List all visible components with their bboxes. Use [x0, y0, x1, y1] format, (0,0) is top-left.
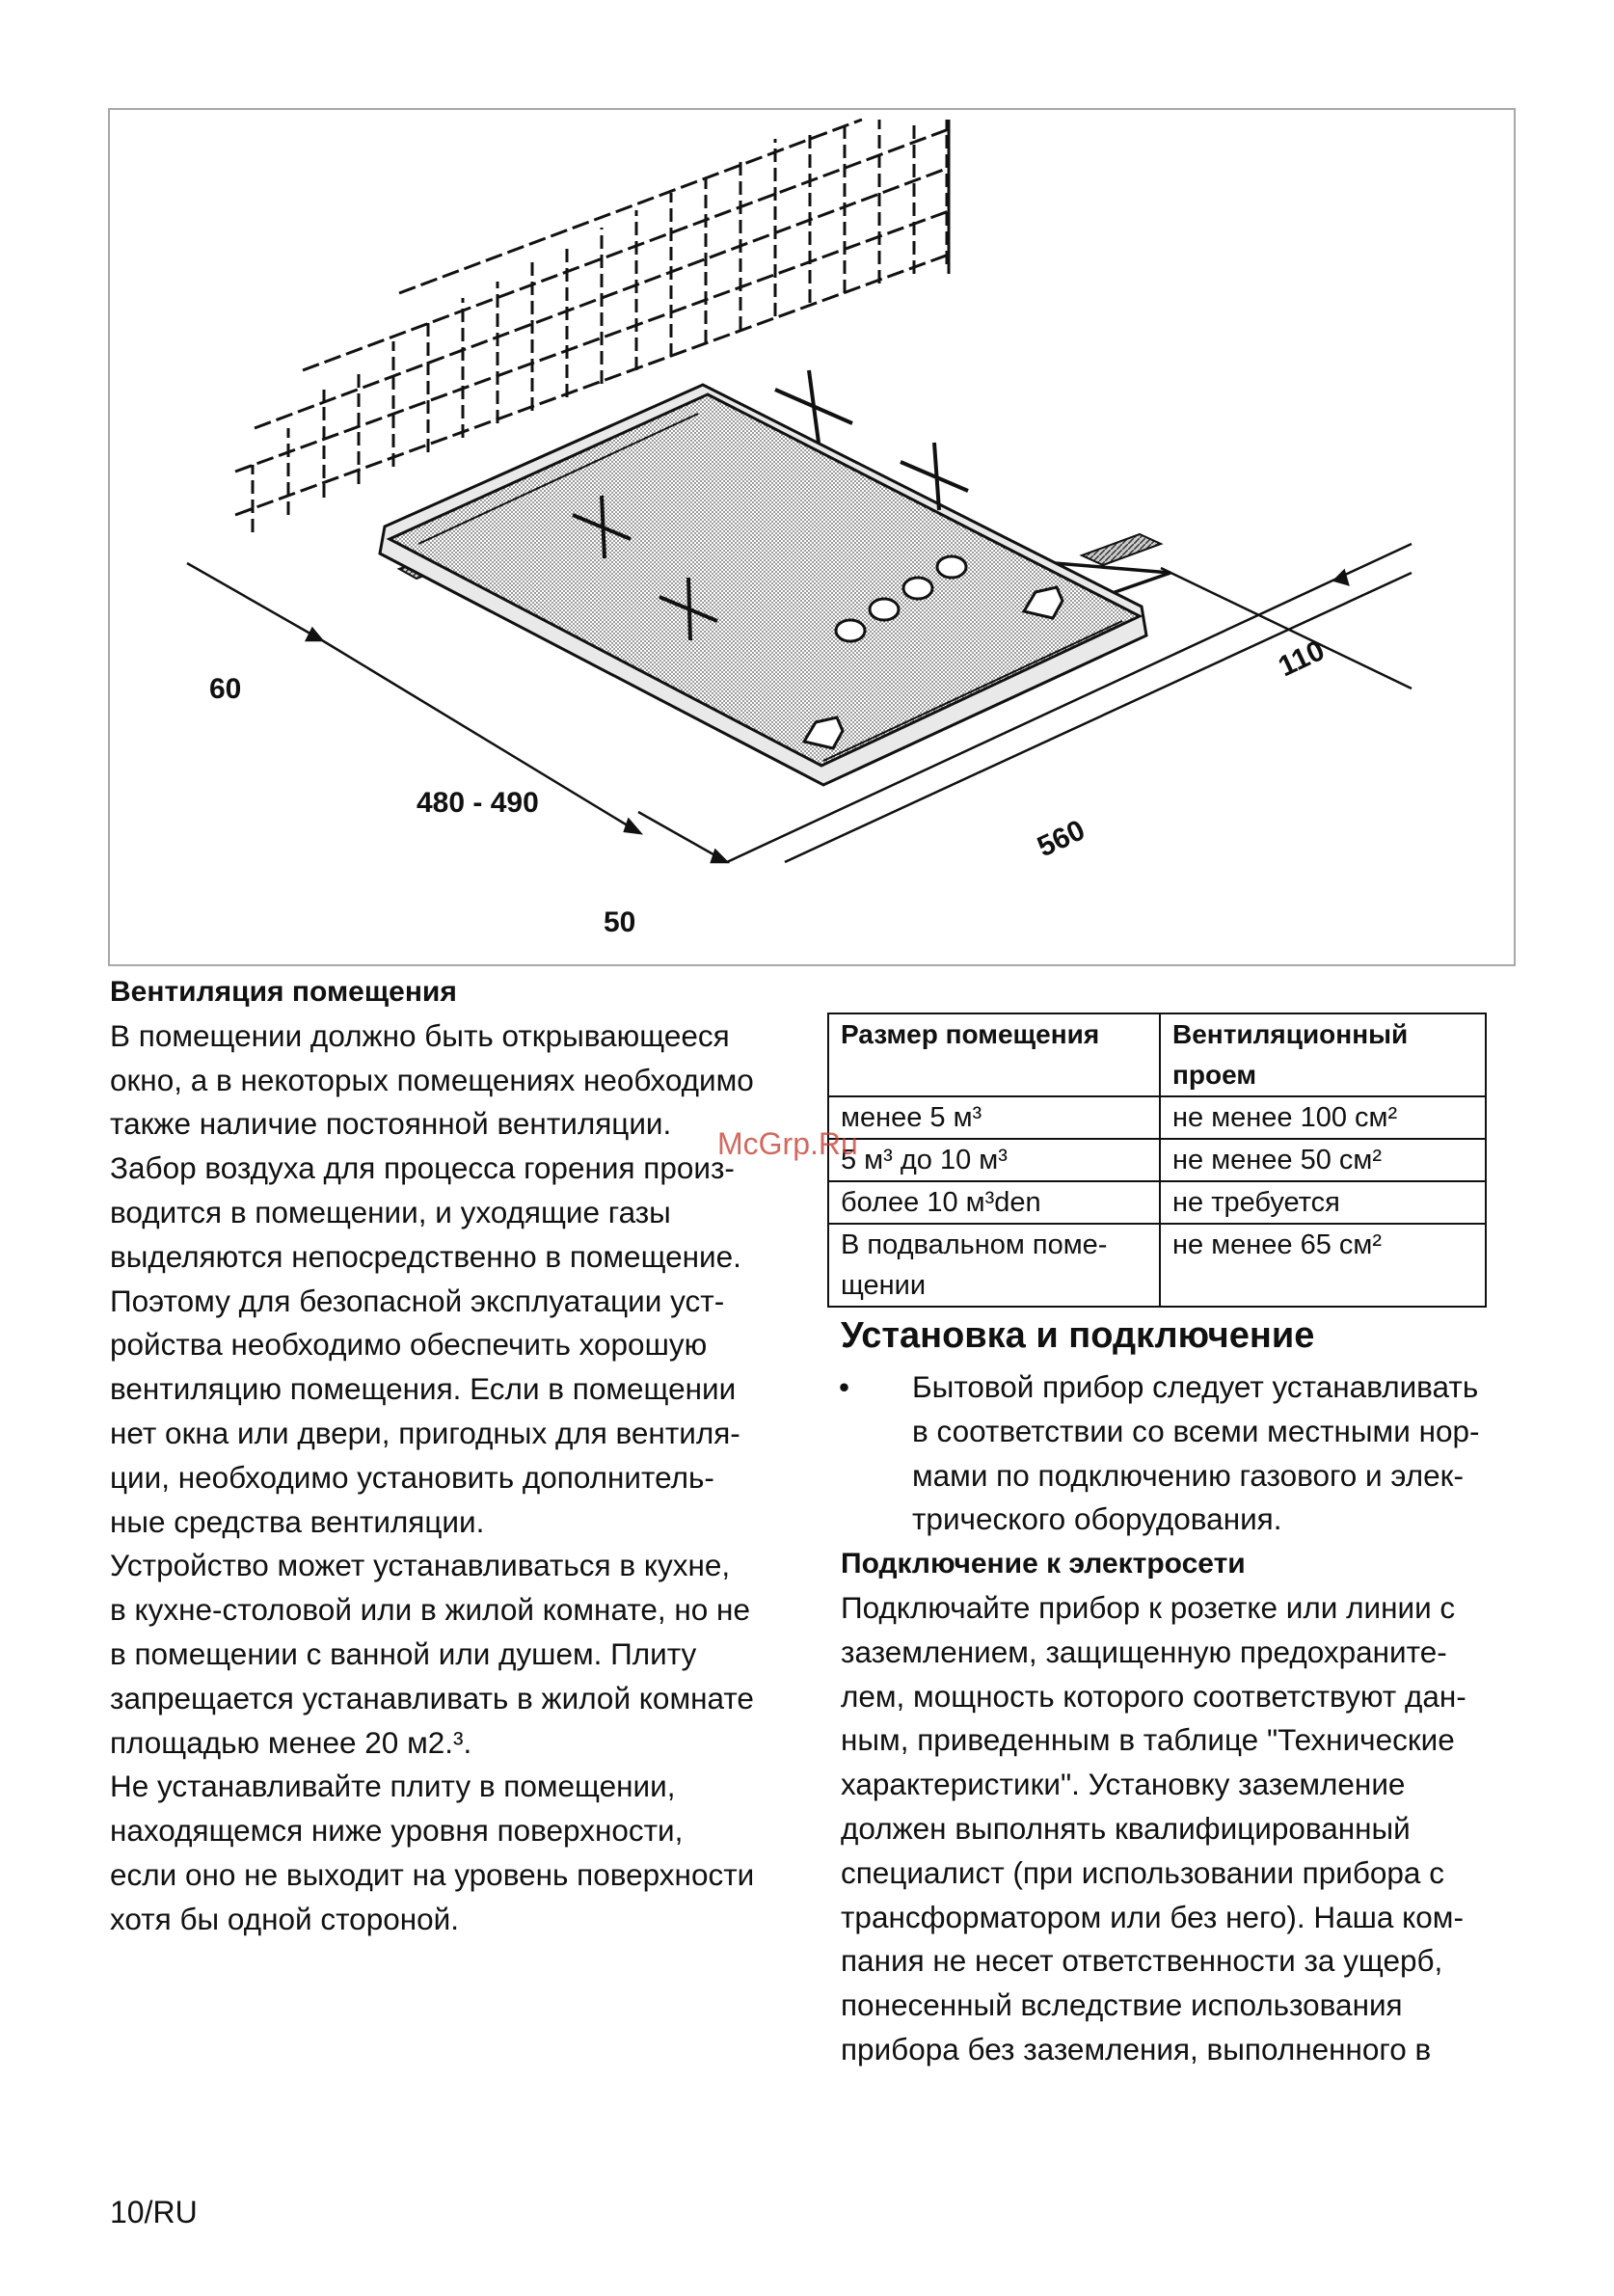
text-line: Устройство может устанавливаться в кухне,: [110, 1548, 731, 1583]
text-line: пания не несет ответственности за ущерб,: [841, 1943, 1443, 1979]
ventilation-table: [827, 1013, 1487, 1308]
dim-label-480-490: 480 - 490: [417, 787, 539, 819]
table-header-row: [828, 1013, 1486, 1096]
hob-cutout-drawing: [110, 110, 1518, 968]
text-line: В помещении должно быть открывающееся: [110, 1017, 730, 1053]
table-cell: не менее 65 см²: [1160, 1224, 1486, 1307]
page-number: 10/RU: [110, 2195, 198, 2229]
dim-label-50: 50: [604, 906, 636, 938]
text-line: водится в помещении, и уходящие газы: [110, 1194, 671, 1229]
power-connection-heading: Подключение к электросети: [841, 1548, 1246, 1580]
text-line: трического оборудования.: [912, 1501, 1282, 1537]
bullet-item: [841, 1365, 1535, 1542]
text-line: заземлением, защищенную предохраните-: [841, 1634, 1447, 1669]
dim-label-560: 560: [1033, 814, 1090, 864]
installation-heading: Установка и подключение: [841, 1315, 1315, 1356]
text-line: должен выполнять квалифицированный: [841, 1810, 1411, 1846]
text-line: ройства необходимо обеспечить хорошую: [110, 1327, 708, 1363]
text-line: площадью менее 20 м2.³.: [110, 1724, 472, 1760]
support-strip-right: [1082, 534, 1161, 565]
text-line: ным, приведенным в таблице "Технические: [841, 1722, 1455, 1758]
installation-section: [841, 1365, 1535, 2072]
text-line: Бытовой прибор следует устанавливать: [912, 1369, 1479, 1404]
text-line: вентиляцию помещения. Если в помещении: [110, 1371, 737, 1407]
ventilation-paragraph-2: [110, 1544, 804, 1765]
text-line: Забор воздуха для процесса горения произ-: [110, 1150, 735, 1186]
table-cell: более 10 м³den: [828, 1181, 1160, 1224]
ventilation-heading: Вентиляция помещения: [110, 976, 457, 1008]
text-line: также наличие постоянной вентиляции.: [110, 1106, 672, 1142]
text-line: выделяются непосредственно в помещение.: [110, 1238, 741, 1274]
text-line: специалист (при использовании прибора с: [841, 1854, 1444, 1890]
table-header-vent-opening: Вентиляционный проем: [1160, 1013, 1486, 1096]
table-cell: В подвальном поме-щении: [828, 1224, 1160, 1307]
table-row: [828, 1096, 1486, 1139]
text-line: находящемся ниже уровня поверхности,: [110, 1813, 684, 1849]
text-line: характеристики". Установку заземление: [841, 1767, 1406, 1802]
table-cell: не менее 100 см²: [1160, 1096, 1486, 1139]
text-line: трансформатором или без него). Наша ком-: [841, 1899, 1464, 1934]
text-line: Поэтому для безопасной эксплуатации уст-: [110, 1283, 725, 1318]
text-line: ции, необходимо установить дополнитель-: [110, 1459, 714, 1495]
hob-body: [380, 385, 1146, 785]
text-line: в помещении с ванной или душем. Плиту: [110, 1635, 697, 1671]
text-line: Не устанавливайте плиту в помещении,: [110, 1769, 676, 1804]
table-row: [828, 1181, 1486, 1224]
text-line: нет окна или двери, пригодных для вентиля-: [110, 1415, 740, 1450]
ventilation-paragraph-3: [110, 1765, 804, 1941]
ventilation-section: [110, 970, 804, 1942]
bullet-text: [841, 1365, 1535, 1542]
dim-label-60: 60: [209, 673, 242, 705]
table-header-room-size: Размер помещения: [828, 1013, 1160, 1096]
table-cell: не требуется: [1160, 1181, 1486, 1224]
text-line: хотя бы одной стороной.: [110, 1901, 460, 1936]
table-cell: не менее 50 см²: [1160, 1139, 1486, 1181]
table-row: [828, 1224, 1486, 1307]
ventilation-paragraph-1: [110, 1014, 804, 1545]
text-line: прибора без заземления, выполненного в: [841, 2031, 1432, 2066]
text-line: в соответствии со всеми местными нор-: [912, 1413, 1480, 1448]
text-line: лем, мощность которого соответствуют дан-: [841, 1678, 1466, 1714]
text-line: в кухне-столовой или в жилой комнате, но не: [110, 1592, 750, 1628]
table-row: [828, 1139, 1486, 1181]
text-line: если оно не выходит на уровень поверхности: [110, 1856, 755, 1892]
dim-label-110: 110: [1274, 634, 1330, 684]
watermark: McGrp.Ru: [717, 1126, 858, 1161]
text-line: ные средства вентиляции.: [110, 1503, 485, 1539]
text-line: Подключайте прибор к розетке или линии с: [841, 1589, 1456, 1625]
text-line: мами по подключению газового и элек-: [912, 1457, 1464, 1493]
text-line: понесенный вследствие использования: [841, 1987, 1403, 2023]
table-cell: 5 м³ до 10 м³: [828, 1139, 1160, 1181]
installation-diagram: [108, 108, 1516, 966]
bullet-icon: •: [839, 1369, 850, 1404]
power-connection-paragraph: [841, 1586, 1535, 2072]
table-cell: менее 5 м³: [828, 1096, 1160, 1139]
text-line: окно, а в некоторых помещениях необходимо: [110, 1062, 754, 1097]
text-line: запрещается устанавливать в жилой комнате: [110, 1680, 754, 1715]
